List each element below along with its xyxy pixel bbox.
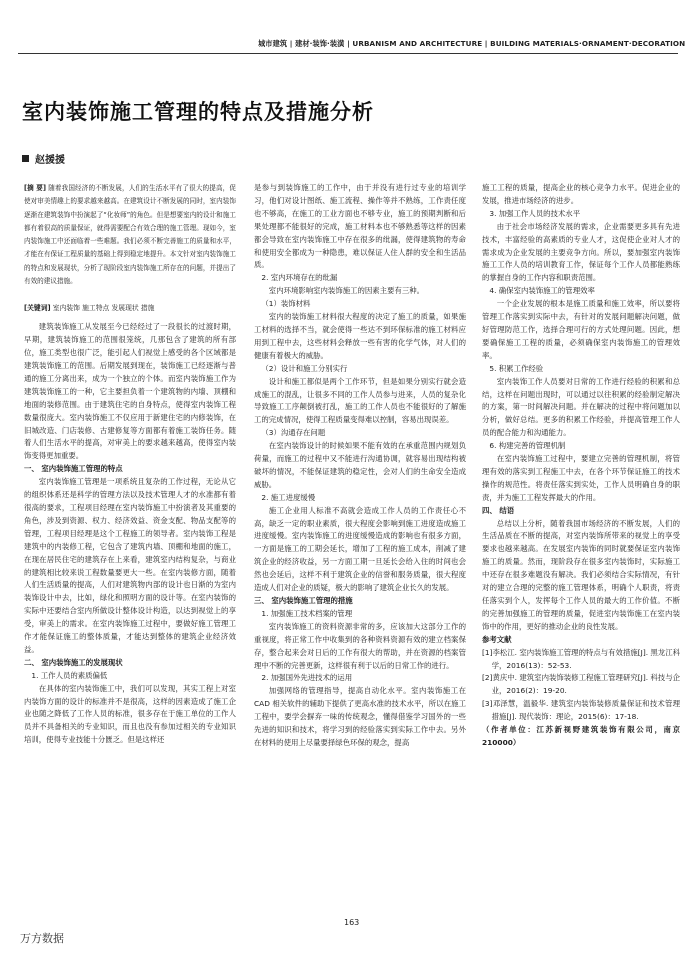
subsection-heading: 1. 工作人员的素质偏低 xyxy=(31,670,108,680)
subsection-heading: 2. 加强国外先进技术的运用 xyxy=(261,673,353,683)
reference-text: 黄庆中. 建筑室内装饰装修工程施工管理研究[J]. 科技与企业，2016(2)：19-20. xyxy=(491,673,680,696)
reference-number: [3] xyxy=(482,699,493,709)
square-bullet-icon xyxy=(22,155,29,162)
reference-number: [2] xyxy=(482,673,493,683)
section-heading: 二、 室内装饰施工的发展现状 xyxy=(24,657,123,667)
column-3-body xyxy=(482,182,680,750)
subsection-heading: 5. 积累工作经验 xyxy=(489,363,544,373)
reference-item xyxy=(482,698,680,724)
author-name: 赵援援 xyxy=(35,155,65,166)
paragraph: 在具体的室内装饰施工中，我们可以发现，其实工程上对室内装饰方面的设计的标准并不是很高，这样的因素造成了施工企业也随之降低了工作人员的标准，很多存在于施工单位的工作人员并不具备相关的专业知识，而且也没有参加过相关的专业知识培训，使得专业技能十分匮乏。但是这样还 xyxy=(24,683,236,745)
journal-header: 城市建筑 | 建材·装饰·装潢 | URBANISM AND ARCHITECTURE | BUILDING MATERIALS·ORNAMENT·DECORATION xyxy=(258,39,686,48)
abstract-label: [摘 要] xyxy=(24,184,46,192)
author-affiliation: （作者单位：江苏新视野建筑装饰有限公司，南京 210000） xyxy=(482,725,680,747)
header-rule xyxy=(18,53,678,54)
subsection-heading: 4. 确保室内装饰施工的管理效率 xyxy=(489,286,595,296)
reference-item xyxy=(482,672,680,698)
section-heading: 三、 室内装饰施工管理的措施 xyxy=(254,596,353,605)
subsection-heading: （2）设计和施工分别实行 xyxy=(261,363,348,373)
column-2-body xyxy=(254,182,466,750)
column-1 xyxy=(24,182,236,747)
paragraph: 一个企业发展的根本是施工质量和施工效率，所以要将管理工作落实到实际中去，有针对的发展问题解决问题，做好管理防范工作，选择合理可行的方式处理问题。因此，想要确保施工工程的质量，必须确保室内装饰施工的管理效率。 xyxy=(482,299,680,360)
paragraph: 在室内装饰设计的时候如果不能有效的在承重范围内规划负荷量，而施工的过程中又不能进行沟通协调，就容易出现结构被破坏的情况，不能保证建筑的稳定性，会对人们的生命安全造成威胁。 xyxy=(254,441,466,489)
paragraph: 建筑装饰施工从发展至今已经经过了一段很长的过渡时期，早期，建筑装饰施工的范围很笼统，几那包含了建筑的所有部位，施工类型也很广泛，能引起人们视觉上感受的各个区域都是建筑装饰施工的范围。后期发展到现在，装饰施工已经逐渐与普通的施工分离出来，成为一个独立的个体。而室内装饰施工作为建筑装饰施工的一种，它主要担负着一个建筑物的内墙、顶棚和地面的装修范围。由于建筑住宅的自身特点，使得室内装饰工程数量很庞大。室内装饰施工不仅应用于新建住宅的内修装饰，在旧城改造、门店装修、古建修复等方面都有着施工装饰任务。随着人们生活水平的提高，对审美上的要求越来越高，使得室内装饰变得更加重要。 xyxy=(24,322,236,461)
subsection-heading: （3）沟通存在问题 xyxy=(261,428,326,438)
subsection-heading: 2. 室内环境存在的纰漏 xyxy=(261,273,338,283)
footer-watermark: 万方数据 xyxy=(20,932,64,945)
page-number: 163 xyxy=(344,918,360,927)
paragraph: 室内的装饰施工材料很大程度的决定了施工的质量，如果施工材料的选择不当，就会使得一些达不到环保标准的施工材料应用到工程中去，这些材料会释放一些有害的化学气体，对人们的健康有着极大的威胁。 xyxy=(254,312,466,360)
subsection-heading: （1）装饰材料 xyxy=(261,299,311,309)
keywords xyxy=(24,302,236,315)
paragraph: 室内装饰施工的资料资源非常的多，应该加大这部分工作的重视度，将正常工作中收集到的各种资料资源有效的建立档案保存，整合起来会对日后的工作有很大的帮助，并在资源的档案管理中不断的完善更新，这样很有利于以后的日常工作的进行。 xyxy=(254,621,466,670)
paragraph: 加强网络的管理指导，提高自动化水平。室内装饰施工在 CAD 相关软件的辅助下提供了更高水准的技术水平，所以在施工工程中，要学会摒弃一味的传统观念，懂得借鉴学习国外的一些先进的知识和技术，将学习到的经验落实到实际工作中去。另外在材料的使用上尽量要择绿色环保的观念，提高 xyxy=(254,686,466,747)
paragraph: 室内环境影响室内装饰施工的因素主要有三种。 xyxy=(268,286,425,296)
paragraph: 总结以上分析，随着我国市场经济的不断发展，人们的生活品质在不断的提高，对室内装饰所带来的视觉上的享受要求也越来越高。在发展室内装饰的同时就要保证室内装饰施工的质量。然而，现阶段存在很多室内装饰时，实际施工中还存在很多难题没有解决。我们必须结合实际情况，有针对的建立合理的完整的施工管理体系，明确个人职责，将责任落实到个人，发挥每个工作人员的最大的工作价值。不断的完善加强施工的管理的质量，促进室内装饰施工在室内装饰中的作用，更好的推动企业的良性发展。 xyxy=(482,518,680,631)
paragraph: 室内装饰施工管理是一项系统且复杂的工作过程，无论从它的组织体系还是科学的管理方法以及技术管理人才的水准都有着很高的要求，工程项目经理在室内装饰施工中扮演者及其重要的角色，涉及到资源、权力、经济效益、资金支配、物品支配等的管理，工程项目经理是这个工程施工的领导者。室内装饰工程是建筑中的内装修工程，它包含了建筑内墙、顶棚和地面的施工，在现在居民住宅的建筑存在上来看，建筑室内结构复杂，与商业的建筑相比较来说工程数量要更大一些。在室内装修方面，随着人们生活质量的提高，人们对建筑物内部的设计也日渐的为室内装饰设计中去，比如，绿化和照明方面的设计等。在室内装饰的实际中还要结合室内所做设计整体设计构造，以达到视觉上的享受，审美上的需求。在室内装饰施工过程中，要做好施工管理工作才能保证施工的整体质量，才能达到整体的建筑企业经济效益。 xyxy=(24,477,236,654)
references-heading: 参考文献 xyxy=(482,634,512,644)
article-title: 室内装饰施工管理的特点及措施分析 xyxy=(22,100,374,124)
abstract-text: 随着我国经济的不断发展，人们的生活水平有了很大的提高，促使对审美情趣上的要求越来越高。在建筑设计不断发展的同时，室内装饰逐渐在建筑装饰中扮演起了“化妆师”的角色。但是想要室内的设计和施工都有着很高的质量保证，就得需要配合有效合理的施工管理。现如今，室内装饰施工中还面临着一些难题。我们必须不断完善施工的质量和水平，才能在有保证工程质量的基础上得到稳定地提升。本文针对室内装饰施工的特点和发展现状，分析了现阶段室内装饰施工所存在的问题，并提出了有效的建议措施。 xyxy=(24,184,236,286)
paragraph: 在室内装饰施工过程中，要建立完善的管理机制，将管理有效的落实到工程施工中去，在各个环节保证施工的技术操作的规范性。将责任落实到实处，工作人员明确自身的职责，并为施工工程发挥最大的作用。 xyxy=(482,454,680,502)
paragraph: 施工工程的质量，提高企业的核心竞争力水平。促进企业的发展，推进市场经济的进步。 xyxy=(482,183,680,205)
paragraph: 室内装饰工作人员要对日常的工作进行经验的积累和总结，这样在问题出现时，可以通过以往积累的经验制定解决的方案，第一时间解决问题。并在解决的过程中将问题加以分析，做好总结。更多的积累工作经验，并提高管理工作人员的配合能力和沟通能力。 xyxy=(482,376,680,438)
reference-text: 李松江. 室内装饰施工管理的特点与有效措施[J]. 黑龙江科学，2016(13)：52-53. xyxy=(491,647,680,670)
paragraph: 由于社会市场经济发展的需求，企业需要更多具有先进技术，丰富经验的高素质的专业人才，这促使企业对人才的需求成为企业发展的主要竞争方向。所以，要加强室内装饰施工工作人员的培训教育工作，保证每个工作人员都能熟练的掌握自身的工作内容和职责范围。 xyxy=(482,221,680,283)
subsection-heading: 1. 加强施工技术档案的管理 xyxy=(261,608,353,618)
paragraph: 施工企业用人标准不高就会造成工作人员的工作责任心不高，缺乏一定的职业素质，很大程度会影响到施工进度造成施工进度缓慢。室内装饰施工的进度缓慢造成的影响也有很多方面，一方面是施工的工期会延长，增加了工程的施工成本，削减了建筑企业的经济收益，另一方面工期一旦延长会给入住的时间也会然也会延后，这样不利于建筑企业的信誉和服务质量，很大程度造成人们对企业的质疑，极大的影响了建筑企业长久的发展。 xyxy=(254,505,466,593)
section-heading: 四、 结语 xyxy=(482,505,515,515)
paragraph: 是参与到装饰施工的工作中，由于并没有进行过专业的培训学习，他们对设计图纸、施工流程、操作等并不熟练，工作责任度也不够高，在施工的工业方面也不够专业，施工的预期判断和后果处理都不能很好的完成，施工材料本也不够熟悉等这样的因素都会导致在室内装饰施工中存在很多的纰漏，使得建筑物的寿命和使用安全都成为一种隐患，难以保证人住人群的安全和生活品质。 xyxy=(254,183,466,270)
section-heading: 一、 室内装饰施工管理的特点 xyxy=(24,464,123,474)
abstract xyxy=(24,182,236,288)
column-3 xyxy=(482,182,680,750)
column-1-body xyxy=(24,321,236,747)
reference-item xyxy=(482,647,680,673)
keywords-label: [关键词] xyxy=(24,304,51,313)
column-2 xyxy=(254,182,466,750)
subsection-heading: 6. 构建完善的管理机制 xyxy=(489,441,566,451)
author-line xyxy=(22,151,65,166)
reference-number: [1] xyxy=(482,647,493,657)
subsection-heading: 2. 施工进度缓慢 xyxy=(261,492,316,502)
keywords-text: 室内装饰 施工特点 发展现状 措施 xyxy=(52,304,155,313)
subsection-heading: 3. 加强工作人员的技术水平 xyxy=(489,208,581,218)
paragraph: 设计和施工都似是两个工作环节，但是如果分别实行就会造成施工的混乱，让很多不同的工作人员参与进来，人员的复杂化导致施工工序颠倒被打乱，施工的工作人员也不能很好的了解施工的完成情况，使得工程质量变得难以控制，容易出现误差。 xyxy=(254,376,466,425)
reference-text: 邓泽慧，温毅华. 建筑室内装饰装修质量保证和技术管理措施[J]. 现代装饰：理论，2015(6)：17-18. xyxy=(491,699,680,722)
